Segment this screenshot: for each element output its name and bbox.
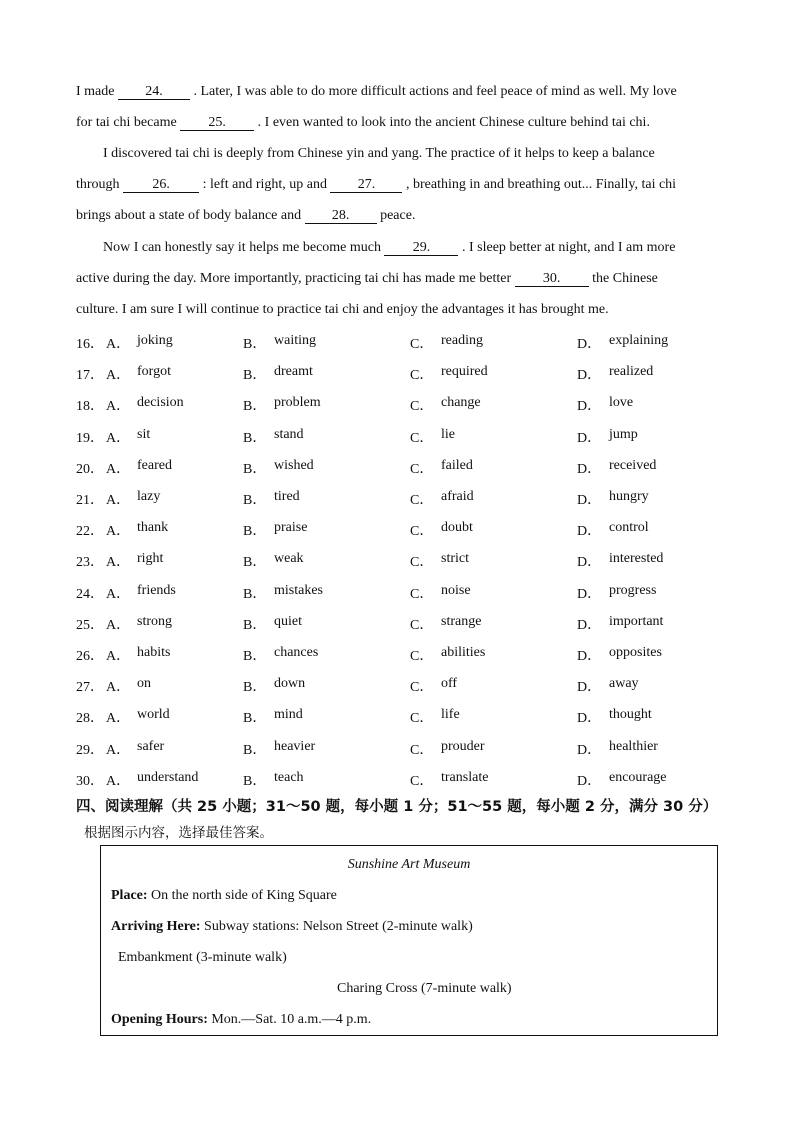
- option-letter-a: A．: [106, 711, 131, 727]
- option-c[interactable]: noise: [441, 582, 471, 598]
- passage-text: brings about a state of body balance and: [76, 208, 302, 223]
- question-row: [76, 333, 716, 353]
- option-letter-a: A．: [106, 461, 131, 477]
- question-number: 16．: [76, 337, 104, 352]
- option-a[interactable]: on: [137, 676, 151, 692]
- option-letter-d: D．: [577, 711, 602, 727]
- question-row: [76, 614, 716, 634]
- option-a[interactable]: safer: [137, 738, 165, 754]
- option-d[interactable]: healthier: [609, 738, 658, 754]
- option-letter-c: C．: [410, 711, 434, 727]
- option-a[interactable]: thank: [137, 520, 169, 536]
- passage-text: . I even wanted to look into the ancient Chinese culture behind tai chi.: [257, 115, 650, 130]
- option-letter-d: D．: [577, 368, 602, 384]
- passage-line-2: [76, 115, 650, 131]
- option-b[interactable]: teach: [274, 769, 304, 785]
- option-letter-b: B．: [243, 617, 267, 633]
- option-letter-b: B．: [243, 430, 267, 446]
- option-letter-c: C．: [410, 399, 434, 415]
- option-letter-c: C．: [410, 649, 434, 664]
- question-row: [76, 676, 716, 696]
- question-number: 19．: [76, 430, 104, 446]
- option-letter-d: D．: [577, 773, 602, 789]
- arriving-label: Arriving Here:: [111, 919, 201, 934]
- option-letter-d: D．: [577, 399, 602, 415]
- question-row: [76, 645, 716, 665]
- question-row: [76, 458, 716, 478]
- option-letter-c: C．: [410, 680, 434, 696]
- option-b[interactable]: praise: [274, 520, 308, 536]
- option-letter-b: B．: [243, 524, 267, 540]
- option-a[interactable]: joking: [137, 333, 173, 348]
- passage-text: , breathing in and breathing out... Finally, tai chi: [405, 177, 677, 192]
- blank-25: 25.: [180, 115, 254, 131]
- option-letter-a: A．: [106, 524, 131, 540]
- passage-text: the Chinese: [592, 271, 658, 286]
- option-letter-c: C．: [410, 430, 434, 446]
- option-c[interactable]: translate: [441, 769, 489, 785]
- museum-hours: [111, 1012, 371, 1028]
- option-c[interactable]: life: [441, 707, 460, 723]
- option-b[interactable]: mind: [274, 707, 303, 723]
- passage-line-5: [76, 208, 415, 224]
- option-letter-c: C．: [410, 742, 434, 758]
- option-letter-d: D．: [577, 680, 602, 696]
- option-letter-c: C．: [410, 586, 434, 602]
- option-b[interactable]: heavier: [274, 738, 316, 754]
- question-number: 25．: [76, 617, 104, 633]
- passage-text: Now I can honestly say it helps me become much: [103, 240, 381, 255]
- place-label: Place:: [111, 888, 148, 903]
- place-value: On the north side of King Square: [151, 888, 337, 903]
- option-letter-c: C．: [410, 773, 434, 789]
- museum-info-box: [100, 845, 718, 1036]
- option-c[interactable]: prouder: [441, 738, 485, 754]
- passage-text: through: [76, 177, 120, 192]
- question-number: 30．: [76, 773, 104, 789]
- option-c[interactable]: off: [441, 676, 458, 692]
- option-letter-a: A．: [106, 399, 131, 415]
- option-d[interactable]: opposites: [609, 645, 662, 660]
- option-letter-d: D．: [577, 524, 602, 540]
- option-b[interactable]: waiting: [274, 333, 316, 348]
- option-a[interactable]: right: [137, 551, 164, 567]
- option-letter-b: B．: [243, 711, 267, 727]
- option-b[interactable]: weak: [274, 551, 304, 567]
- passage-text: I discovered tai chi is deeply from Chinese yin and yang. The practice of it helps to keep a balance: [103, 146, 655, 161]
- blank-26: 26.: [123, 177, 199, 193]
- option-a[interactable]: habits: [137, 645, 171, 660]
- option-a[interactable]: decision: [137, 395, 184, 411]
- question-row: [76, 770, 716, 790]
- option-b[interactable]: wished: [274, 457, 314, 473]
- question-number: 26．: [76, 649, 104, 664]
- option-d[interactable]: explaining: [609, 333, 669, 348]
- option-letter-c: C．: [410, 617, 434, 633]
- option-letter-d: D．: [577, 461, 602, 477]
- passage-line-7: [76, 271, 658, 287]
- option-c[interactable]: afraid: [441, 489, 474, 504]
- option-letter-b: B．: [243, 649, 267, 664]
- option-letter-a: A．: [106, 493, 131, 508]
- section-instruction: 根据图示内容，选择最佳答案。: [84, 825, 273, 841]
- passage-text: for tai chi became: [76, 115, 177, 130]
- option-a[interactable]: lazy: [137, 489, 161, 504]
- option-letter-c: C．: [410, 337, 434, 352]
- option-letter-a: A．: [106, 430, 131, 446]
- question-number: 28．: [76, 711, 104, 727]
- question-number: 17．: [76, 368, 104, 384]
- option-d[interactable]: received: [609, 457, 657, 473]
- option-a[interactable]: friends: [137, 582, 176, 598]
- passage-line-3: [103, 146, 655, 162]
- option-c[interactable]: failed: [441, 457, 473, 473]
- passage-text: . I sleep better at night, and I am more: [461, 240, 676, 255]
- option-letter-d: D．: [577, 555, 602, 571]
- passage-text: . Later, I was able to do more difficult actions and feel peace of mind as well. My love: [193, 84, 677, 99]
- museum-arriving: [111, 919, 473, 935]
- hours-label: Opening Hours:: [111, 1012, 208, 1027]
- passage-text: : left and right, up and: [202, 177, 327, 192]
- option-letter-d: D．: [577, 617, 602, 633]
- option-letter-b: B．: [243, 773, 267, 789]
- option-a[interactable]: forgot: [137, 364, 171, 380]
- option-letter-a: A．: [106, 368, 131, 384]
- option-d[interactable]: control: [609, 520, 649, 536]
- question-row: [76, 427, 716, 447]
- museum-place: [111, 888, 337, 904]
- option-a[interactable]: understand: [137, 769, 199, 785]
- passage-text: culture. I am sure I will continue to practice tai chi and enjoy the advantages it has brought me.: [76, 302, 609, 317]
- option-c[interactable]: required: [441, 364, 488, 380]
- question-number: 20．: [76, 461, 104, 477]
- option-letter-a: A．: [106, 337, 131, 352]
- passage-line-6: [103, 240, 675, 256]
- option-d[interactable]: hungry: [609, 489, 649, 504]
- passage-line-8: [76, 302, 609, 318]
- question-number: 22．: [76, 524, 104, 540]
- option-letter-c: C．: [410, 368, 434, 384]
- option-d[interactable]: love: [609, 395, 634, 411]
- option-d[interactable]: important: [609, 613, 664, 629]
- option-b[interactable]: down: [274, 676, 306, 692]
- option-d[interactable]: away: [609, 676, 639, 692]
- option-d[interactable]: realized: [609, 364, 654, 380]
- question-number: 24．: [76, 586, 104, 602]
- blank-28: 28.: [305, 208, 377, 224]
- option-letter-b: B．: [243, 586, 267, 602]
- question-row: [76, 520, 716, 540]
- option-b[interactable]: dreamt: [274, 364, 313, 380]
- option-a[interactable]: strong: [137, 613, 172, 629]
- hours-value: Mon.—Sat. 10 a.m.—4 p.m.: [211, 1012, 372, 1027]
- option-letter-b: B．: [243, 461, 267, 477]
- option-b[interactable]: tired: [274, 489, 300, 504]
- question-row: [76, 395, 716, 415]
- option-letter-b: B．: [243, 337, 267, 352]
- arriving-value: Subway stations: Nelson Street (2-minute walk): [204, 919, 473, 934]
- museum-station-3: Charing Cross (7-minute walk): [337, 981, 512, 996]
- option-b[interactable]: chances: [274, 645, 319, 660]
- museum-title: Sunshine Art Museum: [347, 857, 471, 872]
- option-c[interactable]: strict: [441, 551, 469, 567]
- option-c[interactable]: strange: [441, 613, 482, 629]
- blank-29: 29.: [384, 240, 458, 256]
- option-letter-a: A．: [106, 773, 131, 789]
- option-c[interactable]: doubt: [441, 520, 473, 536]
- question-number: 21．: [76, 493, 104, 508]
- option-letter-b: B．: [243, 493, 267, 508]
- passage-line-1: [76, 84, 677, 100]
- option-letter-d: D．: [577, 493, 602, 508]
- option-b[interactable]: stand: [274, 426, 304, 442]
- option-d[interactable]: thought: [609, 707, 652, 723]
- question-number: 27．: [76, 680, 104, 696]
- option-letter-b: B．: [243, 555, 267, 571]
- blank-30: 30.: [515, 271, 589, 287]
- question-row: [76, 583, 716, 603]
- question-number: 23．: [76, 555, 104, 571]
- option-a[interactable]: feared: [137, 457, 172, 473]
- option-letter-c: C．: [410, 555, 434, 571]
- museum-station-2: Embankment (3-minute walk): [118, 950, 287, 965]
- option-c[interactable]: lie: [441, 426, 455, 442]
- question-row: [76, 364, 716, 384]
- question-number: 29．: [76, 742, 104, 758]
- blank-24: 24.: [118, 84, 190, 100]
- question-row: [76, 489, 716, 509]
- option-c[interactable]: change: [441, 395, 481, 411]
- option-c[interactable]: abilities: [441, 645, 486, 660]
- question-row: [76, 551, 716, 571]
- option-letter-b: B．: [243, 368, 267, 384]
- section-heading: 四、阅读理解（共 25 小题；31～50 题，每小题 1 分；51～55 题，每小题 2 分，满分 30 分）: [76, 799, 718, 815]
- option-letter-a: A．: [106, 586, 131, 602]
- blank-27: 27.: [330, 177, 402, 193]
- question-row: [76, 707, 716, 727]
- option-b[interactable]: quiet: [274, 613, 302, 629]
- passage-text: active during the day. More importantly, practicing tai chi has made me better: [76, 271, 512, 286]
- option-b[interactable]: problem: [274, 395, 321, 411]
- option-letter-d: D．: [577, 337, 602, 352]
- option-letter-a: A．: [106, 555, 131, 571]
- option-letter-c: C．: [410, 493, 434, 508]
- option-letter-a: A．: [106, 680, 131, 696]
- passage-text: I made: [76, 84, 115, 99]
- option-letter-a: A．: [106, 742, 131, 758]
- option-d[interactable]: progress: [609, 582, 657, 598]
- option-letter-c: C．: [410, 461, 434, 477]
- question-row: [76, 739, 716, 759]
- option-letter-b: B．: [243, 680, 267, 696]
- passage-text: peace.: [380, 208, 416, 223]
- option-d[interactable]: jump: [609, 426, 638, 442]
- option-a[interactable]: world: [137, 707, 170, 723]
- option-letter-a: A．: [106, 617, 131, 633]
- option-c[interactable]: reading: [441, 333, 483, 348]
- option-a[interactable]: sit: [137, 426, 151, 442]
- option-letter-b: B．: [243, 742, 267, 758]
- option-letter-d: D．: [577, 742, 602, 758]
- option-letter-b: B．: [243, 399, 267, 415]
- option-b[interactable]: mistakes: [274, 582, 323, 598]
- question-number: 18．: [76, 399, 104, 415]
- option-letter-d: D．: [577, 649, 602, 664]
- option-letter-c: C．: [410, 524, 434, 540]
- option-letter-d: D．: [577, 586, 602, 602]
- option-d[interactable]: interested: [609, 551, 664, 567]
- option-d[interactable]: encourage: [609, 769, 667, 785]
- option-letter-a: A．: [106, 649, 131, 664]
- passage-line-4: [76, 177, 676, 193]
- option-letter-d: D．: [577, 430, 602, 446]
